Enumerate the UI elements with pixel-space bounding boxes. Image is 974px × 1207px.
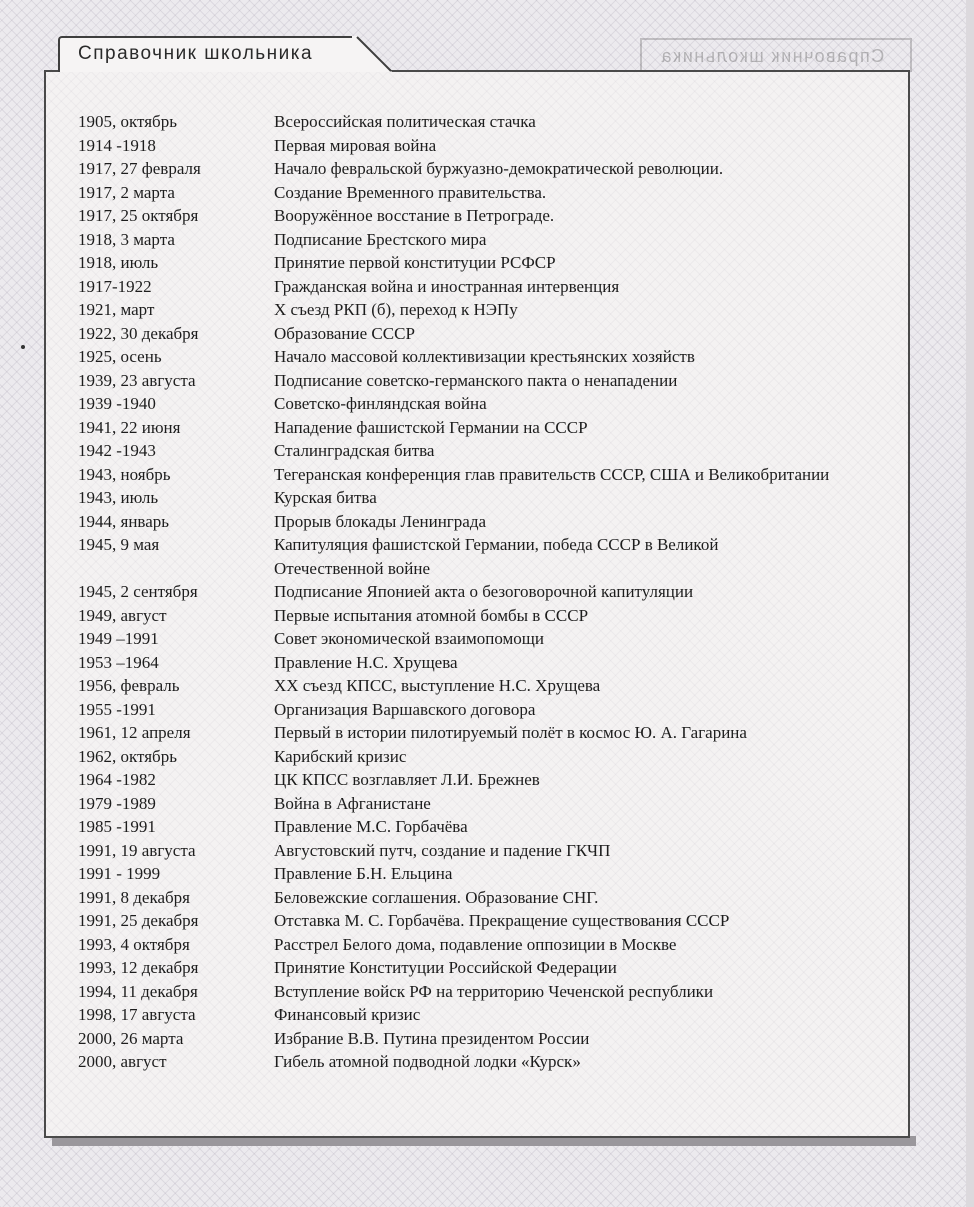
event-description: Капитуляция фашистской Германии, победа СССР в Великой Отечественной войне [274, 535, 719, 578]
timeline-row [78, 768, 908, 792]
event-date: 1985 -1991 [78, 817, 156, 836]
event-date: 1945, 2 сентября [78, 582, 198, 601]
event-date: 1918, июль [78, 253, 159, 272]
timeline-row [78, 604, 908, 628]
event-description: Первые испытания атомной бомбы в СССР [274, 605, 589, 625]
event-description: Образование СССР [274, 323, 415, 343]
timeline-row [78, 322, 908, 346]
event-description: Гибель атомной подводной лодки «Курск» [274, 1052, 581, 1071]
event-date: 2000, 26 марта [78, 1028, 184, 1048]
event-date: 1998, 17 августа [78, 1005, 196, 1024]
event-description: Совет экономической взаимопомощи [274, 629, 544, 648]
event-description: Х съезд РКП (б), переход к НЭПу [274, 300, 518, 319]
event-date: 1949, август [78, 605, 167, 625]
timeline-row [78, 580, 908, 604]
event-date: 1921, март [78, 300, 155, 319]
event-date: 1939 -1940 [78, 394, 156, 413]
timeline-row [78, 721, 908, 745]
event-date: 1961, 12 апреля [78, 723, 191, 742]
event-date: 1991, 25 декабря [78, 911, 199, 930]
timeline-row [78, 839, 908, 863]
event-description: Гражданская война и иностранная интервенция [274, 276, 620, 296]
event-description: Начало массовой коллективизации крестьянских хозяйств [274, 347, 695, 366]
event-date: 1941, 22 июня [78, 417, 181, 437]
event-date: 1942 -1943 [78, 441, 156, 460]
event-description: Первый в истории пилотируемый полёт в космос Ю. А. Гагарина [274, 723, 747, 742]
timeline-row [78, 698, 908, 722]
event-description: Расстрел Белого дома, подавление оппозиции в Москве [274, 934, 677, 954]
event-date: 1964 -1982 [78, 770, 156, 789]
event-description: Вооружённое восстание в Петрограде. [274, 206, 555, 225]
event-description: Отставка М. С. Горбачёва. Прекращение существования СССР [274, 911, 730, 930]
event-date: 1905, октябрь [78, 112, 177, 131]
timeline-row [78, 674, 908, 698]
timeline-row [78, 251, 908, 275]
event-description: Подписание советско-германского пакта о ненападении [274, 370, 678, 390]
event-date: 1991 - 1999 [78, 864, 161, 883]
timeline-row [78, 298, 908, 322]
event-description: Организация Варшавского договора [274, 699, 536, 719]
event-description: Карибский кризис [274, 746, 407, 766]
timeline-row [78, 392, 908, 416]
event-date: 1917, 27 февраля [78, 159, 201, 178]
page-edge [966, 0, 974, 1207]
timeline-row [78, 1050, 908, 1074]
timeline-row [78, 134, 908, 158]
timeline-row [78, 486, 908, 510]
timeline-row [78, 228, 908, 252]
event-date: 1944, январь [78, 511, 170, 531]
timeline-row [78, 157, 908, 181]
timeline-row [78, 110, 908, 134]
event-date: 1956, февраль [78, 676, 180, 695]
event-description: Курская битва [274, 488, 377, 507]
event-description: Сталинградская битва [274, 441, 435, 460]
event-description: ЦК КПСС возглавляет Л.И. Брежнев [274, 770, 540, 789]
timeline-row [78, 533, 908, 580]
event-date: 1953 –1964 [78, 652, 159, 672]
timeline-row [78, 510, 908, 534]
event-description: Прорыв блокады Ленинграда [274, 511, 487, 531]
event-date: 1949 –1991 [78, 629, 159, 648]
event-date: 1993, 4 октября [78, 934, 190, 954]
timeline-row [78, 862, 908, 886]
event-description: Вступление войск РФ на территорию Чеченской республики [274, 981, 714, 1001]
timeline-row [78, 204, 908, 228]
timeline-row [78, 792, 908, 816]
event-description: Правление М.С. Горбачёва [274, 817, 468, 836]
event-description: Августовский путч, создание и падение ГКЧП [274, 840, 611, 860]
event-date: 1994, 11 декабря [78, 981, 198, 1001]
timeline-row [78, 1003, 908, 1027]
event-description: Правление Н.С. Хрущева [274, 652, 458, 672]
timeline-list [78, 110, 908, 1074]
event-date: 1914 -1918 [78, 135, 156, 155]
header-tab-title: Справочник школьника [78, 43, 314, 64]
event-description: Принятие первой конституции РСФСР [274, 253, 556, 272]
timeline-row [78, 1027, 908, 1051]
event-date: 1939, 23 августа [78, 370, 196, 390]
event-date: 1991, 19 августа [78, 840, 196, 860]
timeline-row [78, 651, 908, 675]
event-description: Финансовый кризис [274, 1005, 421, 1024]
event-description: Начало февральской буржуазно-демократической революции. [274, 159, 724, 178]
header-tab-slope [352, 36, 392, 72]
event-date: 1918, 3 марта [78, 229, 175, 249]
event-date: 1945, 9 мая [78, 535, 160, 554]
bleed-through-tab-title: Справочник школьника [660, 46, 885, 66]
event-description: Беловежские соглашения. Образование СНГ. [274, 887, 599, 907]
event-date: 1917-1922 [78, 276, 152, 296]
event-description: Всероссийская политическая стачка [274, 112, 536, 131]
timeline-row [78, 463, 908, 487]
timeline-row [78, 345, 908, 369]
event-date: 1993, 12 декабря [78, 958, 199, 977]
timeline-row [78, 933, 908, 957]
event-description: Правление Б.Н. Ельцина [274, 864, 453, 883]
event-date: 1955 -1991 [78, 699, 156, 719]
timeline-row [78, 909, 908, 933]
event-date: 1917, 2 марта [78, 182, 175, 202]
event-date: 1922, 30 декабря [78, 323, 199, 343]
event-date: 1962, октябрь [78, 746, 177, 766]
timeline-row [78, 439, 908, 463]
timeline-row [78, 980, 908, 1004]
event-description: Создание Временного правительства. [274, 182, 547, 202]
event-description: Нападение фашистской Германии на СССР [274, 417, 588, 437]
timeline-row [78, 815, 908, 839]
event-description: Первая мировая война [274, 135, 437, 155]
timeline-row [78, 956, 908, 980]
event-date: 1991, 8 декабря [78, 887, 190, 907]
event-date: 1943, июль [78, 488, 159, 507]
timeline-row [78, 416, 908, 440]
event-date: 1917, 25 октября [78, 206, 199, 225]
event-description: Советско-финляндская война [274, 394, 487, 413]
event-description: Подписание Японией акта о безоговорочной капитуляции [274, 582, 694, 601]
event-description: Война в Афганистане [274, 793, 431, 813]
event-date: 1979 -1989 [78, 793, 156, 813]
event-date: 2000, август [78, 1052, 167, 1071]
timeline-row [78, 181, 908, 205]
event-date: 1943, ноябрь [78, 464, 171, 484]
timeline-row [78, 886, 908, 910]
event-date: 1925, осень [78, 347, 162, 366]
timeline-row [78, 275, 908, 299]
timeline-row [78, 627, 908, 651]
event-description: ХХ съезд КПСС, выступление Н.С. Хрущева [274, 676, 601, 695]
margin-dot [21, 345, 25, 349]
event-description: Подписание Брестского мира [274, 229, 487, 249]
event-description: Избрание В.В. Путина президентом России [274, 1028, 590, 1048]
timeline-row [78, 745, 908, 769]
timeline-row [78, 369, 908, 393]
event-description: Принятие Конституции Российской Федерации [274, 958, 617, 977]
event-description: Тегеранская конференция глав правительств СССР, США и Великобритании [274, 464, 830, 484]
